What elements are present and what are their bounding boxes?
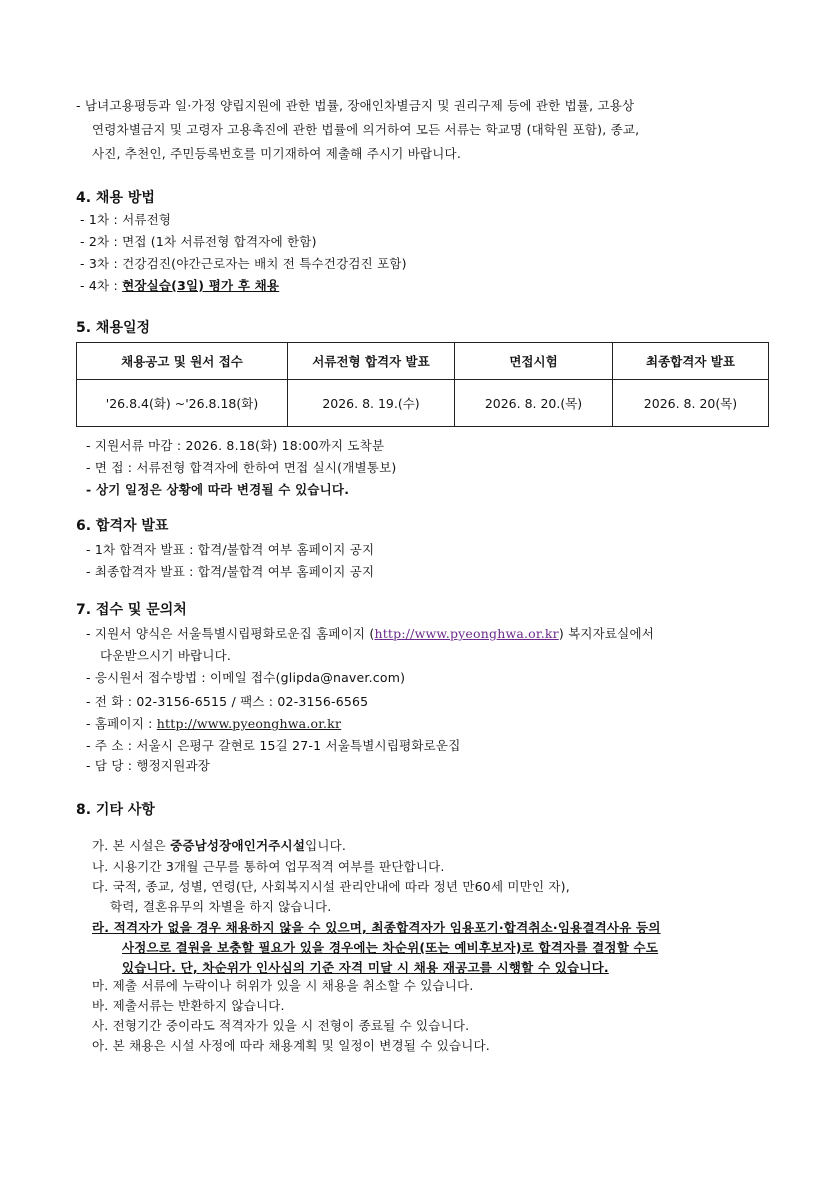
s8-ga-suffix: 입니다. xyxy=(305,838,347,853)
schedule-header-row xyxy=(77,343,769,380)
s4-item-4-emphasis: 현장실습(3일) 평가 후 채용 xyxy=(122,278,280,293)
schedule-value-row xyxy=(77,380,769,427)
s8-item-da-2: 학력, 결혼유무의 차별을 하지 않습니다. xyxy=(110,899,332,914)
schedule-header-cell: 서류전형 합격자 발표 xyxy=(288,343,455,380)
s6-item-2: - 최종합격자 발표 : 합격/불합격 여부 홈페이지 공지 xyxy=(86,564,375,579)
s4-item-4-prefix: - 4차 : xyxy=(80,278,123,293)
s5-note-3: - 상기 일정은 상황에 따라 변경될 수 있습니다. xyxy=(86,482,350,497)
section-6-title: 6. 합격자 발표 xyxy=(76,518,169,534)
s8-ga-prefix: 가. 본 시설은 xyxy=(92,838,171,853)
s7-item-1-cont: 다운받으시기 바랍니다. xyxy=(100,648,232,663)
intro-line-3: 사진, 추천인, 주민등록번호를 미기재하여 제출해 주시기 바랍니다. xyxy=(92,146,461,161)
section-8-title: 8. 기타 사항 xyxy=(76,802,155,818)
schedule-header-cell: 면접시험 xyxy=(455,343,613,380)
s8-item-da-1: 다. 국적, 종교, 성별, 연령(단, 사회복지시설 관리안내에 따라 정년 만60세 미만인 자), xyxy=(92,879,570,894)
schedule-value-cell: 2026. 8. 20(목) xyxy=(613,380,769,427)
schedule-header-cell: 채용공고 및 원서 접수 xyxy=(77,343,288,380)
s7-item-3: - 전 화 : 02-3156-6515 / 팩스 : 02-3156-6565 xyxy=(86,694,369,709)
schedule-table xyxy=(76,342,769,427)
section-4-title: 4. 채용 방법 xyxy=(76,190,155,206)
s8-item-sa: 사. 전형기간 중이라도 적격자가 있을 시 전형이 종료될 수 있습니다. xyxy=(92,1018,470,1033)
s4-item-1: - 1차 : 서류전형 xyxy=(80,212,172,227)
s5-note-2: - 면 접 : 서류전형 합격자에 한하여 면접 실시(개별통보) xyxy=(86,460,397,475)
s4-item-4 xyxy=(80,276,279,296)
s6-item-1: - 1차 합격자 발표 : 합격/불합격 여부 홈페이지 공지 xyxy=(86,542,375,557)
section-5-title: 5. 채용일정 xyxy=(76,320,151,336)
s5-note-1: - 지원서류 마감 : 2026. 8.18(화) 18:00까지 도착분 xyxy=(86,438,385,453)
schedule-value-cell: '26.8.4(화) ~'26.8.18(화) xyxy=(77,380,288,427)
s4-item-3: - 3차 : 건강검진(야간근로자는 배치 전 특수건강검진 포함) xyxy=(80,256,407,271)
homepage-link-2[interactable]: http://www.pyeonghwa.or.kr xyxy=(156,716,342,731)
s8-item-na: 나. 시용기간 3개월 근무를 통하여 업무적격 여부를 판단합니다. xyxy=(92,859,445,874)
schedule-value-cell: 2026. 8. 20.(목) xyxy=(455,380,613,427)
s8-item-ra-3: 있습니다. 단, 차순위가 인사심의 기준 자격 미달 시 채용 재공고를 시행할 수 있습니다. xyxy=(122,960,609,975)
homepage-link[interactable]: http://www.pyeonghwa.or.kr xyxy=(374,626,559,641)
section-7-title: 7. 접수 및 문의처 xyxy=(76,602,187,618)
s8-item-ma: 마. 제출 서류에 누락이나 허위가 있을 시 채용을 취소할 수 있습니다. xyxy=(92,978,474,993)
s7-item-6: - 담 당 : 행정지원과장 xyxy=(86,758,211,773)
s8-item-a: 아. 본 채용은 시설 사정에 따라 채용계획 및 일정이 변경될 수 있습니다. xyxy=(92,1038,490,1053)
intro-line-2: 연령차별금지 및 고령자 고용촉진에 관한 법률에 의거하여 모든 서류는 학교명 (대학원 포함), 종교, xyxy=(92,122,640,137)
s8-item-ra-1: 라. 적격자가 없을 경우 채용하지 않을 수 있으며, 최종합격자가 임용포기·합격취소·임용결격사유 등의 xyxy=(92,920,661,935)
s7-item-4 xyxy=(86,714,341,734)
s8-item-ra-2: 사정으로 결원을 보충할 필요가 있을 경우에는 차순위(또는 예비후보자)로 합격자를 결정할 수도 xyxy=(122,940,659,955)
schedule-value-cell: 2026. 8. 19.(수) xyxy=(288,380,455,427)
s7-item-4-prefix: - 홈페이지 : xyxy=(86,716,157,731)
schedule-header-cell: 최종합격자 발표 xyxy=(613,343,769,380)
s8-item-ga xyxy=(92,836,346,856)
s8-ga-emphasis: 중증남성장애인거주시설 xyxy=(170,838,306,853)
s7-item-1-prefix: - 지원서 양식은 서울특별시립평화로운집 홈페이지 ( xyxy=(86,626,375,641)
s4-item-2: - 2차 : 면접 (1차 서류전형 합격자에 한함) xyxy=(80,234,317,249)
s7-item-5: - 주 소 : 서울시 은평구 갈현로 15길 27-1 서울특별시립평화로운집 xyxy=(86,738,461,753)
s7-item-1 xyxy=(86,624,654,644)
s7-item-1-suffix: ) 복지자료실에서 xyxy=(558,626,655,641)
intro-line-1: - 남녀고용평등과 일·가정 양립지원에 관한 법률, 장애인차별금지 및 권리구제 등에 관한 법률, 고용상 xyxy=(76,98,635,113)
s7-item-2: - 응시원서 접수방법 : 이메일 접수(glipda@naver.com) xyxy=(86,670,406,685)
s8-item-ba: 바. 제출서류는 반환하지 않습니다. xyxy=(92,998,285,1013)
